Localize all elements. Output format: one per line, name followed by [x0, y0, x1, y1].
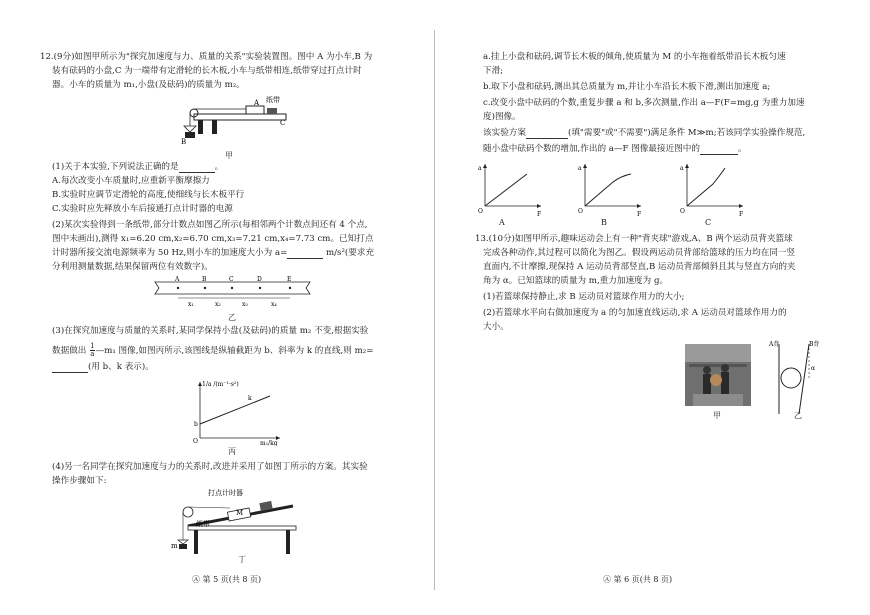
footer-page-5: Ⓐ 第 5 页(共 8 页) [192, 575, 262, 584]
graph-c-x: F [739, 211, 744, 218]
graph-x-label: m₁/kg [260, 440, 278, 446]
s2-line-2: 图中未画出),测得 x₁=6.20 cm,x₂=6.70 cm,x₃=7.21 cm,x₄=7.73 cm。已知打点 [52, 234, 374, 244]
apparatus-figure-ding [168, 486, 308, 560]
tape-x4: x₄ [271, 301, 277, 308]
step-q-line-1: 该实验方案 (填"需要"或"不需要")满足条件 M≫m;若该同学实验操作规范, [483, 128, 806, 138]
tape-point-a: A [175, 276, 180, 283]
page-6 [435, 0, 870, 615]
apparatus-figure-jia [172, 92, 292, 148]
graph-b-label: B [601, 218, 607, 227]
q13-part-1: (1)若篮球保持静止,求 B 运动员对篮球作用力的大小; [483, 292, 685, 302]
graph-origin: O [193, 438, 198, 445]
graph-b-o: O [578, 208, 583, 215]
back-ball-photo [685, 344, 751, 406]
graph-c-label: C [705, 218, 712, 227]
step-a-line-2: 下滑; [483, 66, 504, 76]
q12-line-1: 12.(9分)如图甲所示为"探究加速度与力、质量的关系"实验装置图。图中 A 为小车,B 为 [40, 52, 373, 62]
q13-line-1: 13.(10分)如图甲所示,趣味运动会上有一种"背夹球"游戏,A、B 两个运动员背夹篮球 [475, 234, 793, 244]
tape-caption: 乙 [228, 313, 236, 322]
graph-bing-caption: 丙 [228, 447, 236, 456]
tape-point-c: C [229, 276, 234, 283]
step-b: b.取下小盘和砝码,测出其总质量为 m,并让小车沿长木板下滑,测出加速度 a; [483, 82, 771, 92]
graph-option-a [477, 160, 549, 218]
mass-m-label: M [236, 509, 244, 517]
graph-c-o: O [680, 208, 685, 215]
graph-b-y: a [578, 165, 582, 172]
step-c-line-1: c.改变小盘中砝码的个数,重复步骤 a 和 b,多次测量,作出 a—F(F=mg,g 为重力加速 [483, 98, 805, 108]
s1-question: (1)关于本实验,下列说法正确的是 。 [52, 162, 224, 172]
tape-point-e: E [287, 276, 292, 283]
tape-label-ding: 纸带 [196, 520, 210, 528]
s3-line-3: (用 b、k 表示)。 [52, 362, 154, 373]
s1-option-b: B.实验时应调节定滑轮的高度,使细线与长木板平行 [52, 190, 245, 200]
step-q-line-2: 随小盘中砝码个数的增加,作出的 a—F 图像最接近图中的 。 [483, 144, 747, 154]
tape-point-d: D [257, 276, 262, 283]
s2-line-3: 计时器所接交流电源频率为 50 Hz,则小车的加速度大小为 a= m/s²(要求充 [52, 248, 375, 258]
label-b: B [181, 138, 187, 146]
diagram-b-label: B背 [809, 341, 820, 348]
q13-line-2: 完成各种动作,其过程可以简化为图乙。假设两运动员背部给篮球的压力均在同一竖 [483, 248, 796, 258]
graph-a-o: O [478, 208, 483, 215]
timer-label: 打点计时器 [208, 489, 243, 497]
graph-slope-label: k [248, 395, 252, 402]
q12-line-3: 器。小车的质量为 m₁,小盘(及砝码)的质量为 m₂。 [52, 80, 245, 90]
label-c: C [280, 119, 286, 127]
step-c-line-2: 度)图像。 [483, 112, 521, 122]
graph-option-b [577, 160, 649, 218]
q12-line-2: 装有砝码的小盘,C 为一端带有定滑轮的长木板,小车与纸带相连,纸带穿过打点计时 [52, 66, 362, 76]
tape-x3: x₃ [242, 301, 248, 308]
tape-x2: x₂ [215, 301, 221, 308]
q13-line-3: 直面内,不计摩擦,现保持 A 运动员背部竖直,B 运动员背部倾斜且其与竖直方向的夹 [483, 262, 796, 272]
fig-ding-caption: 丁 [238, 555, 246, 564]
s1-option-a: A.每次改变小车质量时,应重新平衡摩擦力 [52, 176, 210, 186]
graph-a-x: F [537, 211, 542, 218]
q13-part-2-line-2: 大小。 [483, 322, 509, 332]
s2-line-4: 分利用测量数据,结果保留两位有效数字)。 [52, 262, 213, 272]
footer-page-6: Ⓐ 第 6 页(共 8 页) [603, 575, 673, 584]
s4-line-1: (4)另一名同学在探究加速度与力的关系时,改进并采用了如图丁所示的方案。其实验 [52, 462, 368, 472]
diagram-a-label: A背 [769, 341, 780, 348]
graph-c-y: a [680, 165, 684, 172]
graph-a-y: a [478, 165, 482, 172]
s1-option-c: C.实验时应先释放小车后接通打点计时器的电源 [52, 204, 233, 214]
tape-point-b: B [202, 276, 207, 283]
graph-a-label: A [499, 218, 505, 227]
tape-label: 纸带 [266, 96, 280, 104]
s2-line-1: (2)某次实验得到一条纸带,部分计数点如图乙所示(每相邻两个计数点间还有 4 个点, [52, 220, 368, 230]
step-a-line-1: a.挂上小盘和砝码,调节长木板的倾角,使质量为 M 的小车拖着纸带沿长木板匀速 [483, 52, 786, 62]
q13-part-2-line-1: (2)若篮球水平向右做加速度为 a 的匀加速直线运动,求 A 运动员对篮球作用力的 [483, 308, 787, 318]
graph-b-x: F [637, 211, 642, 218]
graph-bing [188, 376, 288, 446]
hanging-mass-label: m [171, 542, 178, 550]
s3-line-1: (3)在探究加速度与质量的关系时,某同学保持小盘(及砝码)的质量 m₂ 不变,根据实验 [52, 326, 369, 336]
photo-caption: 甲 [713, 411, 721, 420]
label-a: A [254, 99, 260, 107]
diagram-caption: 乙 [794, 411, 802, 420]
graph-intercept-label: b [194, 421, 198, 428]
paper-tape-figure [150, 274, 315, 312]
s4-line-2: 操作步骤如下: [52, 476, 107, 486]
s3-line-2: 数据做出 $\frac{1}{a}$ —m₁ 图像,如图丙所示,该图线是纵轴截距为 b、斜率为 k 的直线,则 m₂= [52, 342, 374, 358]
q13-line-4: 角为 α。已知篮球的质量为 m,重力加速度为 g。 [483, 276, 669, 286]
back-ball-diagram [767, 340, 827, 420]
tape-x1: x₁ [188, 301, 194, 308]
graph-y-label: 1/a /(m⁻¹·s²) [202, 381, 239, 388]
fig-jia-caption: 甲 [225, 151, 233, 160]
graph-option-c [679, 160, 751, 218]
diagram-alpha-label: α [811, 365, 816, 372]
